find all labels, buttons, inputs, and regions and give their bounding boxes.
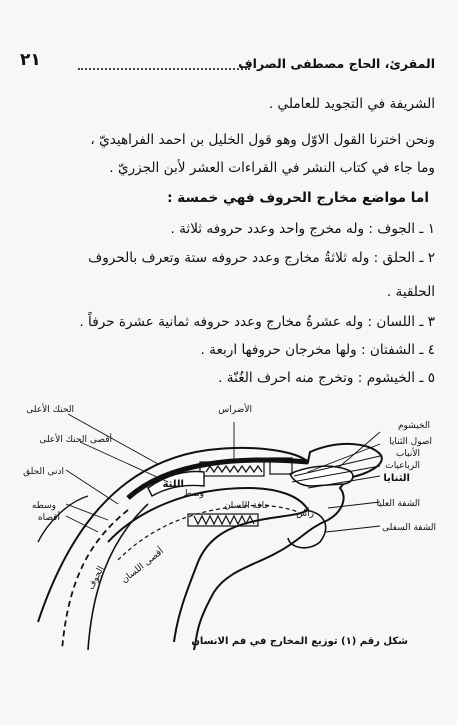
label-tongue-tip: رأس [296,509,314,519]
page-number: ٢١ [20,50,41,70]
label-tongue-edge: حافة اللسان [224,501,270,511]
lower-teeth [188,514,258,526]
label-gums: اللثة [162,479,184,490]
body-line: الشريفة في التجويد للعاملي . [268,96,435,112]
articulation-figure [8,392,450,654]
nose-shape [290,466,353,486]
body-line: وما جاء في كتاب النشر في القراءات العشر لأبن الجزريّ . [109,160,435,176]
list-item: ١ ـ الجوف : وله مخرج واحد وعدد حروفه ثلاثة . [170,221,435,237]
label-upper-lip: الشفة العليا [376,499,420,509]
list-item: ٣ ـ اللسان : وله عشرةُ مخارج وعدد حروفه ثمانية عشرة حرفاً . [79,314,435,330]
label-nasal: الخيشوم [397,421,430,431]
label-upper-incisors-roots: اصول الثنايا [389,437,432,447]
label-tongue-back: أقصى اللسان [119,546,166,586]
body-line: ونحن اخترنا القول الاوّل وهو قول الخليل بن احمد الفراهيديّ ، [90,132,435,148]
mouth-diagram [8,392,450,654]
label-jawf: الجوف [86,564,107,592]
label-mid-throat: وسطه [31,501,56,511]
label-laterals: الرباعيات [385,461,420,471]
list-item-continuation: الحلقية . [386,284,435,300]
label-tongue-mid: وسط [183,489,204,499]
list-item: ٢ ـ الحلق : وله ثلاثةُ مخارج وعدد حروفه ستة وتعرف بالحروف [88,250,435,266]
label-near-throat: ادنى الحلق [23,467,64,477]
running-title: المقرئ، الحاج مصطفى الصراف [238,56,435,71]
list-item: ٥ ـ الخيشوم : وتخرج منه احرف الغُنّة . [218,370,435,386]
list-item: ٤ ـ الشفتان : ولها مخرجان حروفها اربعة . [200,342,435,358]
section-heading: اما مواضع مخارج الحروف فهي خمسة : [167,190,429,206]
page-header [20,52,435,78]
label-far-throat: أقصاه [37,513,60,523]
figure-caption: شكل رقم (١) توزيع المخارج في فم الانسان [191,636,408,647]
label-far-palate: أقصى الحنك الأعلى [39,435,112,445]
label-incisors: الثنايا [383,473,410,484]
label-molars: الأضراس [218,405,252,415]
label-canines: الأنياب [395,449,420,459]
header-dotted-leader [78,68,250,70]
label-lower-lip: الشفة السفلى [382,523,436,533]
label-hard-palate: الحنك الأعلى [26,405,74,415]
